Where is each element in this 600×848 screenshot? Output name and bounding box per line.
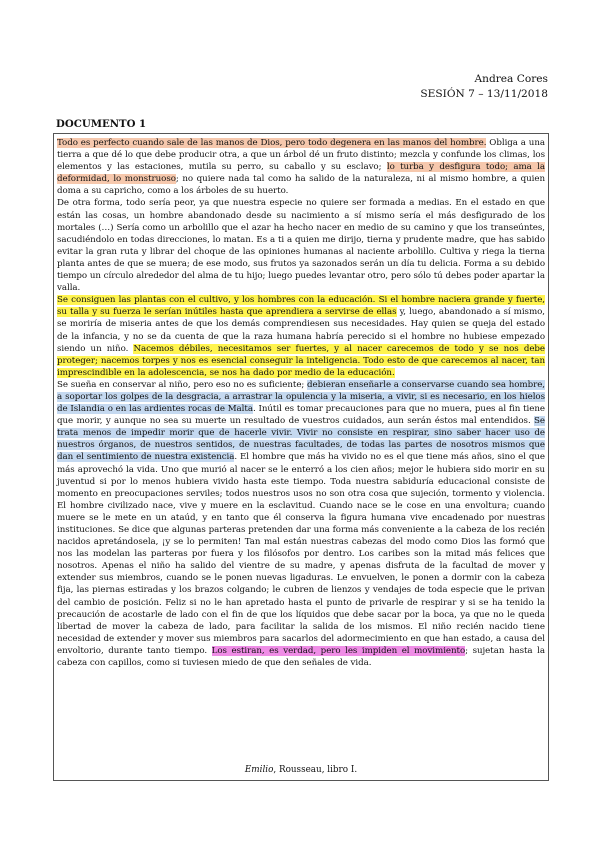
paragraph xyxy=(57,379,545,669)
source-author-book: , Rousseau, libro I. xyxy=(273,765,358,775)
highlighted-text-blue: Se trata menos de impedir morir que de hacerle vivir. Vivir no consiste en respirar, sino saber hacer uso de nuestros órganos, de nuestros sentidos, de nuestras facultades, de todas las partes de nosotros mismos que dan el sentimiento de nuestra existencia xyxy=(57,416,545,463)
text-segment: . Inútil es tomar precauciones para que no muera, pues al fin tiene que morir, y aunque no sea su muerte un resultado de vuestros cuidados, aun serán éstos mal entendidos. xyxy=(57,404,545,427)
author-name: Andrea Cores xyxy=(474,73,548,85)
highlighted-text-pink: Los estiran, es verdad, pero les impiden el movimiento xyxy=(211,645,466,656)
text-segment: Se sueña en conservar al niño, pero eso no es suficiente; xyxy=(57,379,308,390)
paragraph xyxy=(57,137,545,197)
paragraph xyxy=(57,197,545,294)
document-body xyxy=(57,137,545,669)
session-label: SESIÓN 7 – 13/11/2018 xyxy=(420,88,548,100)
highlighted-text-yellow: Se consiguen las plantas con el cultivo, y los hombres con la educación. Si el hombre naciera grande y fuerte, su talla y su fuerza le serían inútiles hasta que aprendiera a servirse de ellas xyxy=(57,295,545,318)
document-title: DOCUMENTO 1 xyxy=(56,118,147,130)
text-segment: y, luego, abandonado a sí mismo, se moriría de miseria antes de que los demás comprendiesen sus necesidades. Hay quien se queja del estado de la infancia, y no se da cuenta de que la raza humana habría perecido si el hombre no hubiese empezado siendo un niño. xyxy=(57,307,546,354)
source-work-title: Emilio xyxy=(244,765,274,775)
document-frame xyxy=(53,133,549,781)
highlighted-text-salmon: lo turba y desfigura todo; ama la deformidad, lo monstruoso xyxy=(57,162,545,185)
highlighted-text-blue: debieran enseñarle a conservarse cuando sea hombre, a soportar los golpes de la desgracia, a arrastrar la opulencia y la miseria, a vivir, si es necesario, en los hielos de Islandia o en las ardientes rocas de Malta xyxy=(57,379,545,415)
highlighted-text-yellow: Nacemos débiles, necesitamos ser fuertes, y al nacer carecemos de todo y se nos debe proteger; nacemos torpes y nos es esencial conseguir la inteligencia. Todo esto de que carecemos al nacer, tan imprescindible en la adolescencia, se nos ha dado por medio de la educación. xyxy=(57,343,545,378)
highlighted-text-salmon: Todo es perfecto cuando sale de las manos de Dios, pero todo degenera en las manos del hombre. xyxy=(57,138,487,148)
paragraph xyxy=(57,294,545,379)
text-segment: Obliga a una tierra a que dé lo que debe producir otra, a que un árbol dé un fruto distinto; mezcla y confunde los climas, los elementos y las estaciones, mutila su perro, su caballo y su esclavo; xyxy=(57,138,545,173)
source-citation xyxy=(54,765,548,775)
text-segment: . El hombre que más ha vivido no es el que tiene más años, sino el que más aprovechó la vida. Uno que murió al nacer se le enterró a los cien años; mejor le hubiera sido morir en su juventud si por lo menos hubiera vivido hasta este tiempo. Toda nuestra sabiduría educacional consiste de momento en preocupaciones serviles; todos nuestros usos no son otra cosa que sujeción, tormento y violencia. El hombre civilizado nace, vive y muere en la esclavitud. Cuando nace se le cose en una envoltura; cuando muere se le mete en un ataúd, y en tanto que él conserva la figura humana vive encadenado por nuestras instituciones. Se dice que algunas parteras pretenden dar una forma más conveniente a la cabeza de los recién nacidos apretándosela, ¡y se lo permiten! Tan mal están nuestras cabezas del modo como Dios las formó que nos las modelan las parteras por fuera y los filósofos por dentro. Los caribes son la mitad más felices que nosotros. Apenas el niño ha salido del vientre de su madre, y apenas disfruta de la facultad de mover y extender sus miembros, cuando se le ponen nuevas ligaduras. Le envuelven, le ponen a dormir con la cabeza fija, las piernas estiradas y los brazos colgando; le cubren de lienzos y vendajes de toda especie que le privan del cambio de posición. Feliz si no le han apretado hasta el punto de privarle de respirar y si se ha tenido la precaución de acostarle de lado con el fin de que los líquidos que debe sacar por la boca, ya que no le queda libertad de mover la cabeza de lado, para facilitar la salida de los mismos. El niño recién nacido tiene necesidad de extender y mover sus miembros para sacarlos del adormecimiento en que han estado, a causa del envoltorio, durante tanto tiempo. xyxy=(57,452,545,656)
text-segment: De otra forma, todo sería peor, ya que nuestra especie no quiere ser formada a medias. En el estado en que están las cosas, un hombre abandonado desde su nacimiento a sí mismo sería el más desfigurado de los mortales (…) Sería como un arbolillo que el azar ha hecho nacer en medio de su camino y que los transeúntes, sacudiéndolo en todas direcciones, lo matan. Es a ti a quien me dirijo, tierna y prudente madre, que has sabido evitar la gran ruta y librar del choque de las opiniones humanas al naciente arbolillo. Cultiva y riega la tierna planta antes de que se muera; de ese modo, sus frutos ya sazonados serán un día tu delicia. Forma a su debido tiempo un círculo alrededor del alma de tu hijo; luego puedes levantar otro, pero sólo tú debes poder apartar la valla. xyxy=(57,198,545,294)
author-block xyxy=(420,72,548,102)
text-segment: ; no quiere nada tal como ha salido de la naturaleza, ni al mismo hombre, a quien doma a su capricho, como a los árboles de su huerto. xyxy=(57,174,545,197)
text-segment: ; sujetan hasta la cabeza con capillos, como si tuviesen miedo de que den señales de vida. xyxy=(57,645,545,669)
